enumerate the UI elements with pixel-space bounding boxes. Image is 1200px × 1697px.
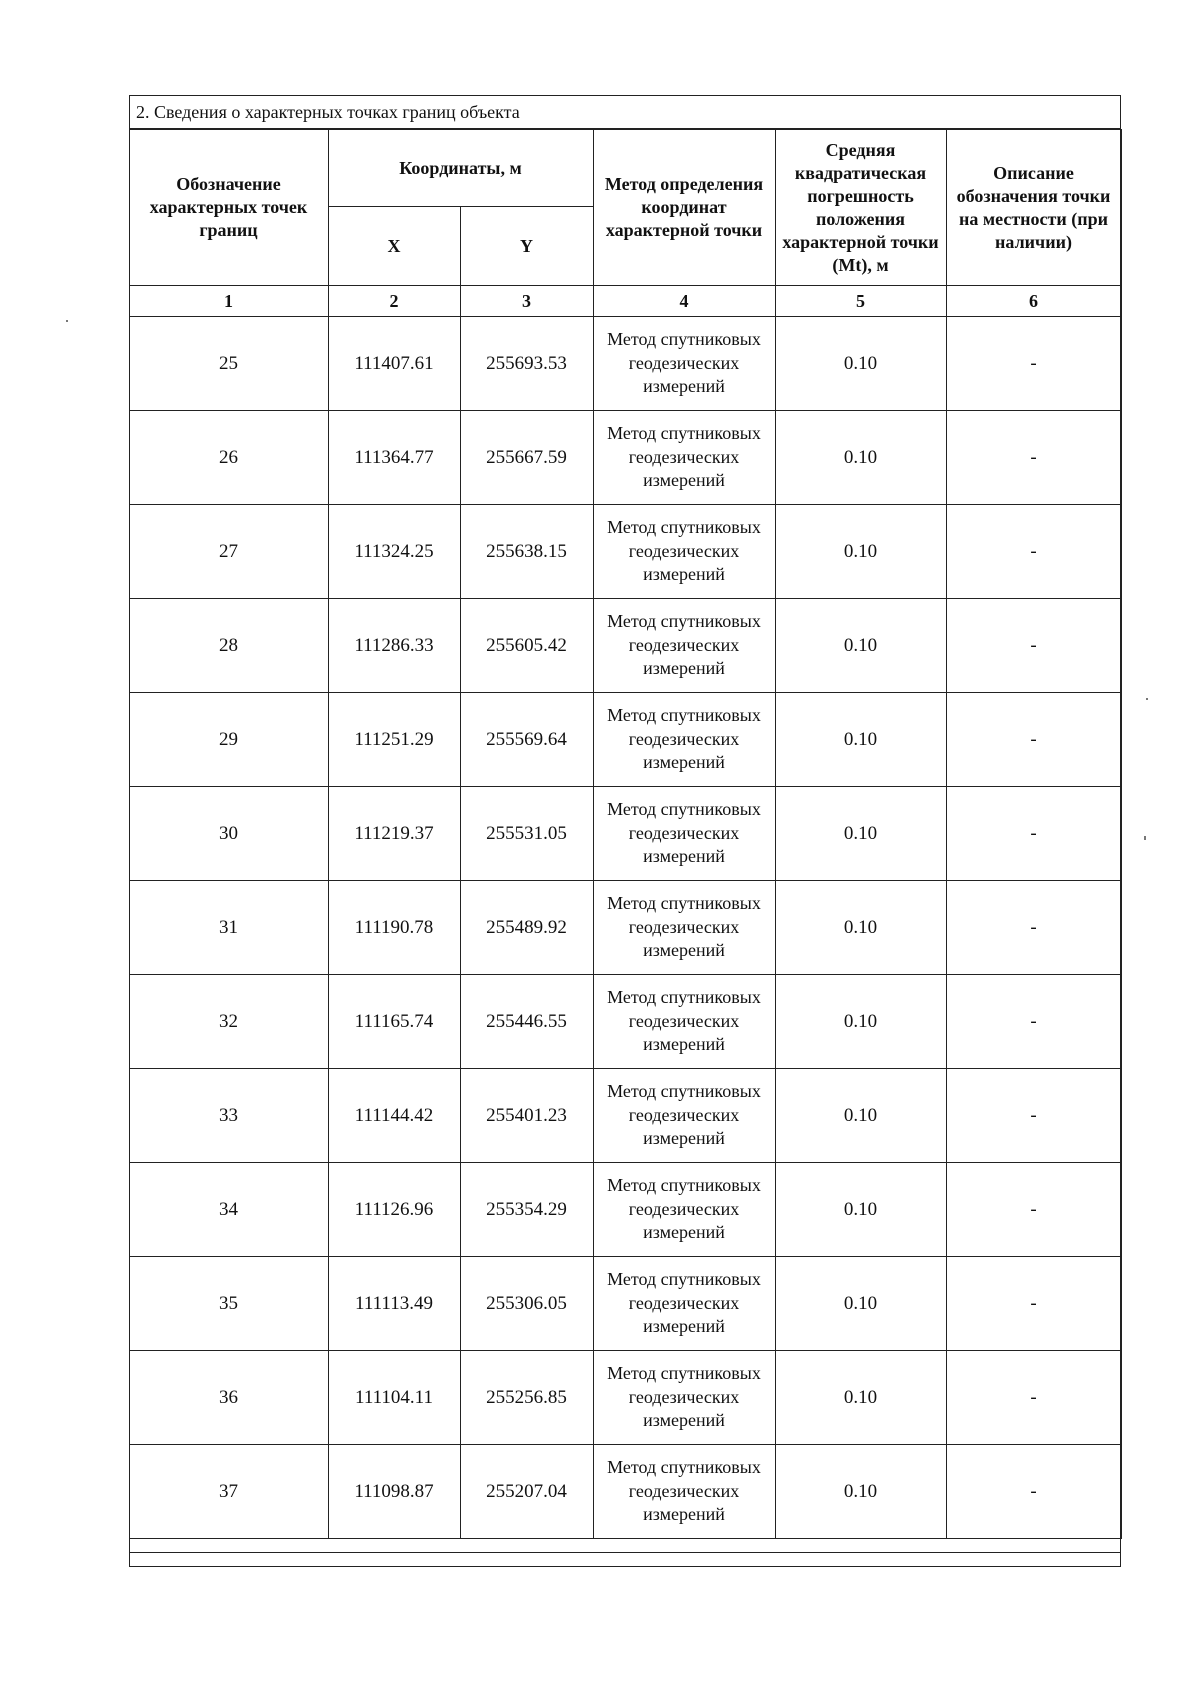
table-row [129,881,1121,975]
description-cell: - [946,693,1121,787]
description-cell: - [946,411,1121,505]
y-coordinate-cell: 255354.29 [460,1163,593,1257]
table-row [129,1257,1121,1351]
method-cell: Метод спутниковых геодезических измерений [593,317,775,411]
description-cell: - [946,881,1121,975]
header-coordinates: Координаты, м [328,130,593,207]
mt-cell: 0.10 [775,1257,946,1351]
header-point-designation: Обозначение характерных точек границ [129,130,328,286]
mt-cell: 0.10 [775,787,946,881]
x-coordinate-cell: 111144.42 [328,1069,460,1163]
method-cell: Метод спутниковых геодезических измерений [593,411,775,505]
x-coordinate-cell: 111364.77 [328,411,460,505]
section-title: 2. Сведения о характерных точках границ объекта [130,96,1120,129]
description-cell: - [946,975,1121,1069]
x-coordinate-cell: 111126.96 [328,1163,460,1257]
column-number: 4 [593,286,775,317]
point-id-cell: 30 [129,787,328,881]
column-number: 6 [946,286,1121,317]
table-bottom-strip [130,1539,1120,1553]
y-coordinate-cell: 255489.92 [460,881,593,975]
method-cell: Метод спутниковых геодезических измерений [593,1445,775,1539]
table-row [129,1069,1121,1163]
description-cell: - [946,1445,1121,1539]
mt-cell: 0.10 [775,1163,946,1257]
method-cell: Метод спутниковых геодезических измерений [593,881,775,975]
point-id-cell: 35 [129,1257,328,1351]
table-row [129,787,1121,881]
x-coordinate-cell: 111165.74 [328,975,460,1069]
point-id-cell: 28 [129,599,328,693]
point-id-cell: 33 [129,1069,328,1163]
point-id-cell: 36 [129,1351,328,1445]
scan-speck [66,320,68,322]
y-coordinate-cell: 255401.23 [460,1069,593,1163]
point-id-cell: 32 [129,975,328,1069]
mt-cell: 0.10 [775,693,946,787]
x-coordinate-cell: 111219.37 [328,787,460,881]
table-row [129,317,1121,411]
y-coordinate-cell: 255207.04 [460,1445,593,1539]
point-id-cell: 27 [129,505,328,599]
column-number-row [129,286,1121,317]
description-cell: - [946,317,1121,411]
mt-cell: 0.10 [775,411,946,505]
y-coordinate-cell: 255605.42 [460,599,593,693]
table-row [129,693,1121,787]
point-id-cell: 29 [129,693,328,787]
y-coordinate-cell: 255306.05 [460,1257,593,1351]
method-cell: Метод спутниковых геодезических измерений [593,1069,775,1163]
description-cell: - [946,505,1121,599]
mt-cell: 0.10 [775,975,946,1069]
method-cell: Метод спутниковых геодезических измерений [593,505,775,599]
method-cell: Метод спутниковых геодезических измерений [593,975,775,1069]
mt-cell: 0.10 [775,317,946,411]
header-point-description: Описание обозначения точки на местности (при наличии) [946,130,1121,286]
method-cell: Метод спутниковых геодезических измерений [593,1257,775,1351]
y-coordinate-cell: 255531.05 [460,787,593,881]
x-coordinate-cell: 111286.33 [328,599,460,693]
description-cell: - [946,1069,1121,1163]
x-coordinate-cell: 111113.49 [328,1257,460,1351]
mt-cell: 0.10 [775,505,946,599]
method-cell: Метод спутниковых геодезических измерений [593,693,775,787]
column-number: 3 [460,286,593,317]
mt-cell: 0.10 [775,1069,946,1163]
header-y: Y [460,207,593,286]
header-mean-square-error: Средняя квадратическая погрешность положения характерной точки (Mt), м [775,130,946,286]
boundary-points-sheet [129,95,1121,1567]
method-cell: Метод спутниковых геодезических измерений [593,787,775,881]
x-coordinate-cell: 111251.29 [328,693,460,787]
table-row [129,505,1121,599]
table-row [129,1351,1121,1445]
boundary-points-table [129,129,1122,1539]
description-cell: - [946,1257,1121,1351]
scan-speck [1144,836,1146,840]
description-cell: - [946,787,1121,881]
method-cell: Метод спутниковых геодезических измерений [593,599,775,693]
scan-speck [1146,698,1148,700]
x-coordinate-cell: 111104.11 [328,1351,460,1445]
header-row [129,130,1121,207]
point-id-cell: 34 [129,1163,328,1257]
mt-cell: 0.10 [775,1351,946,1445]
y-coordinate-cell: 255446.55 [460,975,593,1069]
x-coordinate-cell: 111324.25 [328,505,460,599]
mt-cell: 0.10 [775,599,946,693]
mt-cell: 0.10 [775,881,946,975]
point-id-cell: 25 [129,317,328,411]
header-x: X [328,207,460,286]
point-id-cell: 26 [129,411,328,505]
y-coordinate-cell: 255667.59 [460,411,593,505]
table-row [129,411,1121,505]
y-coordinate-cell: 255569.64 [460,693,593,787]
x-coordinate-cell: 111407.61 [328,317,460,411]
description-cell: - [946,599,1121,693]
method-cell: Метод спутниковых геодезических измерений [593,1163,775,1257]
y-coordinate-cell: 255693.53 [460,317,593,411]
y-coordinate-cell: 255638.15 [460,505,593,599]
column-number: 5 [775,286,946,317]
x-coordinate-cell: 111098.87 [328,1445,460,1539]
header-method: Метод определения координат характерной точки [593,130,775,286]
table-row [129,1163,1121,1257]
description-cell: - [946,1163,1121,1257]
x-coordinate-cell: 111190.78 [328,881,460,975]
point-id-cell: 31 [129,881,328,975]
table-row [129,599,1121,693]
table-row [129,975,1121,1069]
column-number: 2 [328,286,460,317]
method-cell: Метод спутниковых геодезических измерений [593,1351,775,1445]
y-coordinate-cell: 255256.85 [460,1351,593,1445]
description-cell: - [946,1351,1121,1445]
mt-cell: 0.10 [775,1445,946,1539]
table-row [129,1445,1121,1539]
point-id-cell: 37 [129,1445,328,1539]
column-number: 1 [129,286,328,317]
